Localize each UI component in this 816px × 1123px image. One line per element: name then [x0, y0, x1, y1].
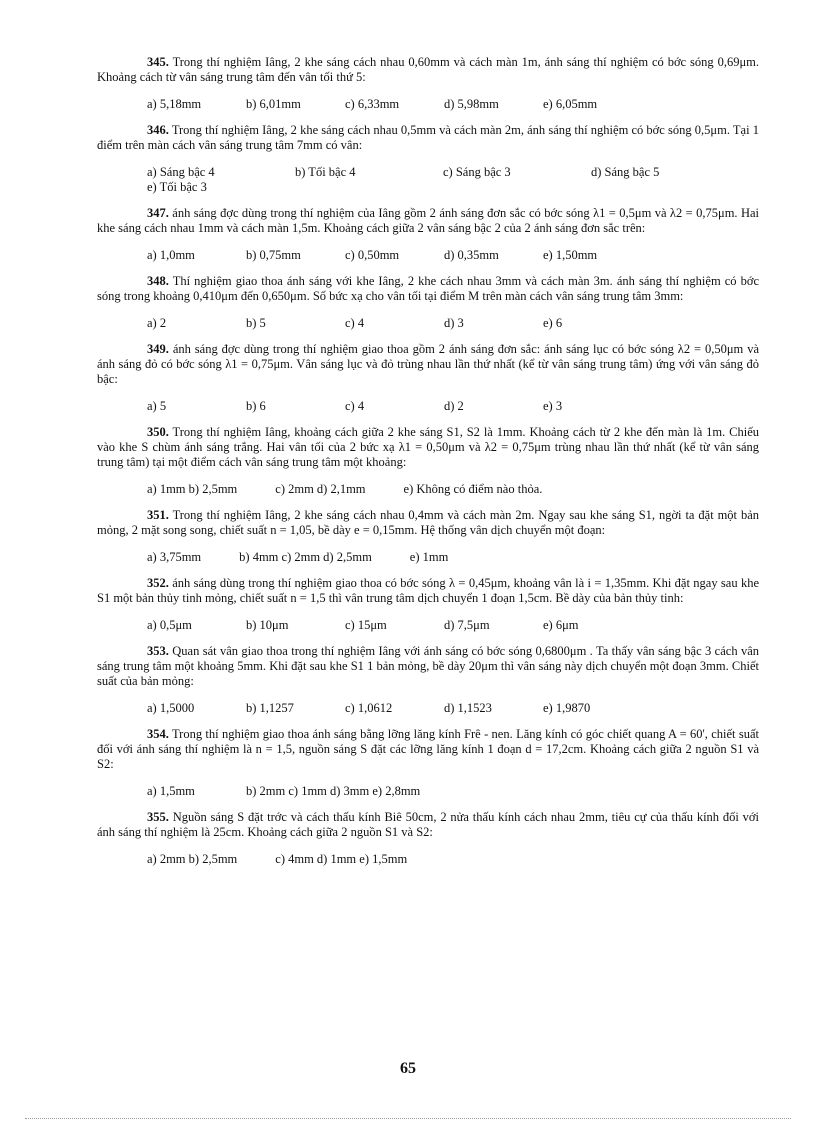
- question-347: [97, 206, 759, 263]
- option-a: a) 2: [147, 316, 167, 330]
- question-number: 354.: [147, 727, 169, 741]
- option-c-d-e: c) 4mm d) 1mm e) 1,5mm: [275, 852, 408, 866]
- question-number: 347.: [147, 206, 169, 220]
- option-b: b) 6: [246, 399, 266, 413]
- question-number: 351.: [147, 508, 169, 522]
- question-stem: Thí nghiệm giao thoa ánh sáng với khe Iâng, 2 khe cách nhau 3mm và cách màn 3m. ánh sáng thí nghiệm có bớc sóng trong khoảng 0,410μm đến 0,650μm. Số bức xạ cho vân tối tại điểm M trên màn cách vân sáng trung tâm 3mm:: [97, 274, 759, 303]
- answer-options: [97, 618, 759, 633]
- option-c: c) 4: [345, 399, 365, 413]
- option-d: d) 3: [444, 316, 464, 330]
- option-a: a) 1,0mm: [147, 248, 195, 262]
- question-number: 352.: [147, 576, 169, 590]
- question-number: 355.: [147, 810, 169, 824]
- answer-options: [97, 784, 759, 799]
- option-b: b) 6,01mm: [246, 97, 301, 111]
- question-stem: Trong thí nghiệm Iâng, 2 khe sáng cách nhau 0,5mm và cách màn 2m, ánh sáng thí nghiệm có bớc sóng 0,5μm. Tại 1 điểm trên màn cách vân sáng trung tâm 7mm có vân:: [97, 123, 759, 152]
- option-c-d: c) 2mm d) 2,1mm: [275, 482, 366, 496]
- question-number: 346.: [147, 123, 169, 137]
- footer-divider: [25, 1118, 791, 1119]
- question-stem: Quan sát vân giao thoa trong thí nghiệm Iâng với ánh sáng có bớc sóng 0,6800μm . Ta thấy vân sáng bậc 3 cách vân sáng trung tâm một khoảng 5mm. Khi đặt sau khe S1 1 bản mỏng, bề dày 20μm thì vân sáng này dịch chuyển một đoạn 3mm. Chiết suất của bản mỏng:: [97, 644, 760, 688]
- question-346: [97, 123, 759, 195]
- question-350: [97, 425, 759, 497]
- option-c: c) 0,50mm: [345, 248, 400, 262]
- option-e: e) Không có điểm nào thỏa.: [403, 482, 543, 496]
- option-b: b) Tối bậc 4: [295, 165, 356, 179]
- option-a: a) 1,5000: [147, 701, 195, 715]
- question-345: [97, 55, 759, 112]
- option-a-b: a) 1mm b) 2,5mm: [147, 482, 238, 496]
- answer-options: [97, 550, 759, 565]
- option-b-c-d: b) 4mm c) 2mm d) 2,5mm: [239, 550, 372, 564]
- answer-options: [97, 399, 759, 414]
- option-e: e) 1,50mm: [543, 248, 598, 262]
- question-number: 348.: [147, 274, 169, 288]
- question-number: 345.: [147, 55, 169, 69]
- option-e: e) 6μm: [543, 618, 579, 632]
- question-stem: Trong thí nghiệm giao thoa ánh sáng bằng lỡng lăng kính Frê - nen. Lăng kính có góc chiết quang A = 60', chiết suất đối với ánh sáng thí nghiệm là n = 1,5, nguồn sáng S đặt các lỡng lăng kính 1 đoạn d = 17,2cm. Khoảng cách giữa 2 nguồn S1 và S2:: [97, 727, 759, 771]
- option-d: d) 2: [444, 399, 464, 413]
- answer-options: [97, 248, 759, 263]
- option-e: e) Tối bậc 3: [147, 180, 207, 194]
- option-b-c-d-e: b) 2mm c) 1mm d) 3mm e) 2,8mm: [246, 784, 421, 798]
- question-349: [97, 342, 759, 414]
- page-number: 65: [400, 1060, 416, 1077]
- option-d: d) 0,35mm: [444, 248, 499, 262]
- option-a: a) 0,5μm: [147, 618, 192, 632]
- option-b: b) 0,75mm: [246, 248, 301, 262]
- question-353: [97, 644, 759, 716]
- document-body: [97, 55, 759, 878]
- answer-options: [97, 316, 759, 331]
- option-d: d) 1,1523: [444, 701, 492, 715]
- option-c: c) 4: [345, 316, 365, 330]
- answer-options: [97, 97, 759, 112]
- option-e: e) 6: [543, 316, 563, 330]
- option-b: b) 1,1257: [246, 701, 294, 715]
- option-a: a) 3,75mm: [147, 550, 202, 564]
- option-e: e) 1,9870: [543, 701, 591, 715]
- option-d: d) 7,5μm: [444, 618, 490, 632]
- question-stem: Trong thí nghiệm Iâng, khoảng cách giữa 2 khe sáng S1, S2 là 1mm. Khoảng cách từ 2 khe đến màn là 1m. Chiếu vào khe S chùm ánh sáng trắng. Hai vân tối của 2 bức xạ λ1 = 0,50μm và λ2 = 0,75μm trùng nhau lần thứ nhất (kể từ vân sáng trung tâm) tại một điểm cách vân sáng trung tâm một khoảng:: [97, 425, 760, 469]
- question-351: [97, 508, 759, 565]
- option-a: a) 1,5mm: [147, 784, 195, 798]
- option-d: d) 5,98mm: [444, 97, 499, 111]
- question-stem: Trong thí nghiệm Iâng, 2 khe sáng cách nhau 0,60mm và cách màn 1m, ánh sáng thí nghiệm có bớc sóng 0,69μm. Khoảng cách từ vân sáng trung tâm đến vân tối thứ 5:: [97, 55, 759, 84]
- option-d: d) Sáng bậc 5: [591, 165, 660, 179]
- option-c: c) 1,0612: [345, 701, 393, 715]
- option-e: e) 6,05mm: [543, 97, 598, 111]
- option-b: b) 5: [246, 316, 266, 330]
- option-a-b: a) 2mm b) 2,5mm: [147, 852, 238, 866]
- question-stem: ánh sáng dùng trong thí nghiệm giao thoa có bớc sóng λ = 0,45μm, khoảng vân là i = 1,35mm. Khi đặt ngay sau khe S1 một bản thủy tinh mỏng, chiết suất n = 1,5 thì vân trung tâm dịch chuyển 1 đoạn 1,5cm. Bề dày của bản thủy tinh:: [97, 576, 759, 605]
- option-a: a) Sáng bậc 4: [147, 165, 215, 179]
- option-e: e) 1mm: [409, 550, 449, 564]
- question-stem: Nguồn sáng S đặt trớc và cách thấu kính Biê 50cm, 2 nửa thấu kính cách nhau 2mm, tiêu cự của thấu kính đối với ánh sáng thí nghiệm là 25cm. Khoảng cách giữa 2 nguồn S1 và S2:: [97, 810, 759, 839]
- option-b: b) 10μm: [246, 618, 289, 632]
- question-number: 353.: [147, 644, 169, 658]
- question-number: 350.: [147, 425, 169, 439]
- question-355: [97, 810, 759, 867]
- question-352: [97, 576, 759, 633]
- question-stem: ánh sáng đợc dùng trong thí nghiệm giao thoa gồm 2 ánh sáng đơn sắc: ánh sáng lục có bớc sóng λ2 = 0,50μm và ánh sáng đỏ có bớc sóng λ1 = 0,75μm. Vân sáng lục và đỏ trùng nhau lần thứ nhất (kể từ vân sáng trung tâm) ứng với vân sáng đỏ bậc:: [97, 342, 760, 386]
- question-354: [97, 727, 759, 799]
- answer-options: [97, 165, 759, 195]
- option-e: e) 3: [543, 399, 563, 413]
- question-stem: ánh sáng đợc dùng trong thí nghiệm của Iâng gồm 2 ánh sáng đơn sắc có bớc sóng λ1 = 0,5μm và λ2 = 0,75μm. Hai khe sáng cách nhau 1mm và cách màn 1,5m. Khoảng cách giữa 2 vân sáng bậc 2 của 2 ánh sáng đơn sắc trên:: [97, 206, 760, 235]
- option-c: c) Sáng bậc 3: [443, 165, 511, 179]
- question-stem: Trong thí nghiệm Iâng, 2 khe sáng cách nhau 0,4mm và cách màn 2m. Ngay sau khe sáng S1, ngời ta đặt một bản mỏng, 2 mặt song song, chiết suất n = 1,05, bề dày e = 0,15mm. Hệ thống vân dịch chuyển một đoạn:: [97, 508, 759, 537]
- answer-options: [97, 852, 759, 867]
- question-number: 349.: [147, 342, 169, 356]
- answer-options: [97, 482, 759, 497]
- option-a: a) 5: [147, 399, 167, 413]
- option-c: c) 6,33mm: [345, 97, 400, 111]
- option-c: c) 15μm: [345, 618, 387, 632]
- question-348: [97, 274, 759, 331]
- option-a: a) 5,18mm: [147, 97, 202, 111]
- answer-options: [97, 701, 759, 716]
